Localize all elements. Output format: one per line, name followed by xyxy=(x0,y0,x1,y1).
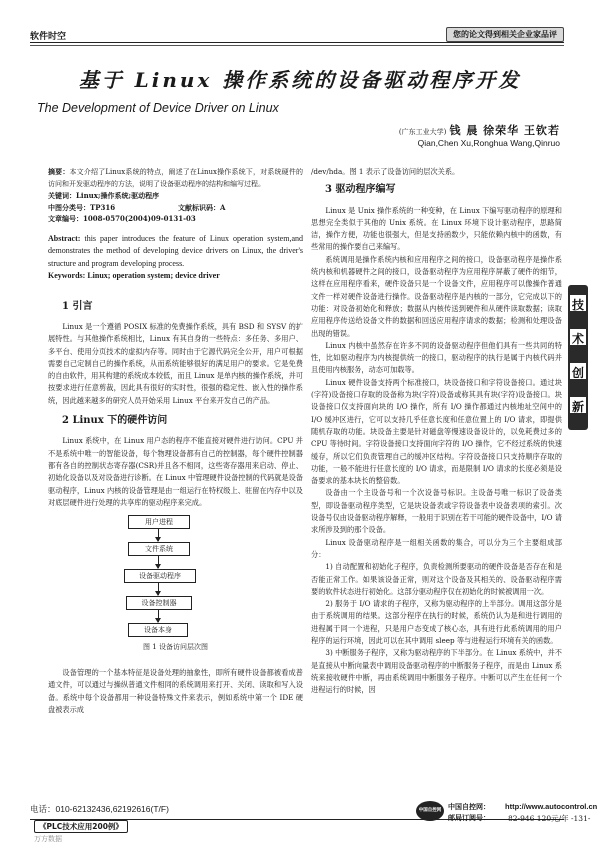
section-3-paragraph-2: 系统调用是操作系统内核和应用程序之间的接口，设备驱动程序是操作系统内核和机器硬件之间的接口，设备驱动程序为应用程序屏蔽了硬件的细节，这样在应用程序看来，硬件设备只是一个设备文件，应用程序可以像操作普通文件一样对硬件设备进行操作。设备驱动程序是内核的一部分，它完成以下的功能：对设备初始化和释放；数据从内核传送到硬件和从硬件读取数据；读取应用程序传送给设备文件的数据和回送应用程序请求的数据；检测和处理设备出现的错误。 xyxy=(311,254,562,338)
left-column xyxy=(48,166,303,716)
fig-box-device-driver: 设备驱动程序 xyxy=(124,569,196,583)
fig-box-device-itself: 设备本身 xyxy=(128,623,188,637)
header-tagline: 您的论文得到相关企业家品评 xyxy=(446,27,564,42)
side-tab-char-4: 新 xyxy=(568,395,588,415)
footer-telephone: 电话：010-62132436,62192616(T/F) xyxy=(30,804,169,814)
section-3-paragraph-1: Linux 是 Unix 操作系统的一种变种，在 Linux 下编写驱动程序的原理和思想完全类似于其他的 Unix 系统。在 Linux 环境下设计驱动程序，思路简洁，操作方便，功能也很强大，但是支持函数少，只能依赖内核中的函数，有些常用的操作要自己来编写。 xyxy=(311,205,562,252)
figure-device-hierarchy xyxy=(48,515,303,665)
footer-ad: 《PLC技术应用200例》 xyxy=(34,820,128,833)
keywords-en-label: Keywords: xyxy=(48,271,86,281)
section-3-paragraph-8: 2) 服务于 I/O 请求的子程序，又称为驱动程序的上半部分。调用这部分是由于系统调用的结果。这部分程序在执行的时候，系统仍认为是和进行调用的进程属于同一个进程，只是用户态变成了核心态，具有进行此系统调用的用户程序的运行环境，因此可以在其中调用 sleep 等与进程运行环境有关的函数。 xyxy=(311,599,562,645)
side-tab-char-2: 术 xyxy=(568,327,588,347)
section-1-paragraph: Linux 是一个遵循 POSIX 标准的免费操作系统，具有 BSD 和 SYSV 的扩展特性。与其他操作系统相比，Linux 有其自身的一些特点：多任务、多用户、多平台、使用分页技术的虚拟内存等。同时由于它源代码完全公开，用户可根据需要自己定制自己的操作系统，从而系统能够很好的满足用户的要求。它是免费的自由软件，用其构建的系统成本较低，而且 Linux 是单内核的操作系统，并可按要求进行任意剪裁，因此具有很好的实时性，很强的稳定性、嵌入性的操作系统，因此越来越多的研究人员开始采用 Linux 平台来开发自己的产品。 xyxy=(48,321,303,405)
section-header: 软件时空 xyxy=(30,32,67,42)
section-2-paragraph-1: Linux 系统中，在 Linux 用户态的程序不能直接对硬件进行访问。CPU 并不是系统中唯一的智能设备，每个物理设备都有自己的控制器，每个硬件控制器都有各自的控制状态寄存器(CSR)并且各不相同，这些寄存器用来启动、停止、初始化设备以及对设备进行诊断。在 Linux 中管理硬件设备控制的代码就是设备驱动程序，Linux 内核的设备管理是由一组运行在特权级上、驻留在内存中以及对底层硬件进行处理的共享库的驱动程序来完成。 xyxy=(48,436,303,507)
watermark: 万方数据 xyxy=(34,835,62,843)
right-continuation: /dev/hda。图 1 表示了设备访问的层次关系。 xyxy=(311,167,460,176)
section-3-heading: 3 驱动程序编写 xyxy=(325,184,396,196)
publisher-logo: 中国自控网 xyxy=(416,801,444,821)
section-2-heading: 2 Linux 下的硬件访问 xyxy=(62,415,168,427)
abstract-en-text: this paper introduces the feature of Linux operation system,and demonstrates the method of developing device drivers on Linux, the driver's structure and program developing process. xyxy=(48,233,304,268)
section-3-paragraph-3: Linux 内核中虽然存在许多不同的设备驱动程序但他们具有一些共同的特性，比如驱动程序为内核提供统一的接口，驱动程序的执行是属于内核代码并且使用内核服务，动态可加载等。 xyxy=(311,340,562,375)
authors-block xyxy=(399,122,560,148)
title-english: The Development of Device Driver on Linux xyxy=(37,101,279,115)
section-3-paragraph-5: 设备由一个主设备号和一个次设备号标识。主设备号唯一标识了设备类型，即设备驱动程序类型，它是块设备表或字符设备表中设备表项的索引。次设备号仅由设备驱动程序解释，一般用于识别在若干可能的硬件设备中，I/O 请求所涉及到的那个设备。 xyxy=(311,488,562,535)
fig-arrow-2 xyxy=(158,556,159,568)
title-chinese: 基于 Linux 操作系统的设备驱动程序开发 xyxy=(78,68,522,92)
figure-caption: 图 1 设备访问层次图 xyxy=(143,643,208,652)
abstract-en xyxy=(48,233,303,283)
header-rule-thin xyxy=(30,45,564,46)
section-1-heading: 1 引言 xyxy=(62,300,93,312)
publisher-url: http://www.autocontrol.cn xyxy=(505,802,598,811)
side-tab-char-3: 创 xyxy=(568,361,588,381)
fig-arrow-4 xyxy=(158,610,159,622)
page-number: 82-946 120元/年 -131- xyxy=(508,814,591,823)
section-3-paragraph-6: Linux 设备驱动程序是一组相关函数的集合，可以分为三个主要组成部分： xyxy=(311,537,562,559)
fig-box-user-process: 用户进程 xyxy=(128,515,190,529)
keywords-cn: 关键词：Linux;操作系统;驱动程序 xyxy=(48,191,160,201)
publisher-name: 中国自控网： xyxy=(448,802,490,811)
side-tab-tech-innovation xyxy=(568,285,588,430)
section-3-paragraph-7: 1) 自动配置和初始化子程序，负责检测所要驱动的硬件设备是否存在和是否能正常工作。如果该设备正常，则对这个设备及其相关的、设备驱动程序需要的软件状态进行初始化。这部分驱动程序仅在初始化的时候被调用一次。 xyxy=(311,562,562,596)
section-3-paragraph-9: 3) 中断服务子程序，又称为驱动程序的下半部分。在 Linux 系统中，并不是直接从中断向量表中调用设备驱动程序的中断服务子程序，而是由 Linux 系统来接收硬件中断，再由系统调用中断服务子程序。中断可以产生在任何一个进程运行的时候，因 xyxy=(311,648,562,695)
abstract-en-label: Abstract: xyxy=(48,233,81,243)
article-id: 文章编号：1008-0570(2004)09-0131-03 xyxy=(48,214,196,224)
fig-box-file-system: 文件系统 xyxy=(128,542,190,556)
section-2-paragraph-2: 设备管理的一个基本特征是设备处理的抽象性，即所有硬件设备都被看成普通文件，可以通过与操纵普通文件相同的系统调用来打开、关闭、读取和写入设备。系统中每个设备都用一种设备特殊文件来表示，例如系统中第一个 IDE 硬盘被表示成 xyxy=(48,668,303,715)
fig-box-device-controller: 设备控制器 xyxy=(126,596,192,610)
right-column xyxy=(311,166,562,696)
abstract-cn-label: 摘要： xyxy=(48,167,70,176)
abstract-cn-text: 本文介绍了Linux系统的特点，阐述了在Linux操作系统下，对系统硬件的访问和开发驱动程序的方法，说明了设备驱动程序的结构和编写过程。 xyxy=(48,168,304,188)
fig-arrow-3 xyxy=(158,583,159,595)
fig-arrow-1 xyxy=(158,529,159,541)
section-3-paragraph-4: Linux 硬件设备支持两个标准接口，块设备接口和字符设备接口。通过块(字符)设备接口存取的设备称为块(字符)设备或称其具有块(字符)设备接口。块设备接口仅支持面向块的 I/O 操作，所有 I/O 操作都通过内核地址空间中的 I/O 缓冲区进行，它可以支持几乎任意长度和任意位置上的 I/O 请求，即提供随机存取的功能。块设备主要是针对磁盘等慢速设备设计的，以免耗费过多的 CPU 等待时间。字符设备接口支持面向字符的 I/O 操作，它不经过系统的快速缓存，所以它们负责管理自己的缓冲区结构。字符设备接口只支持顺序存取的功能，一般不能进行任意长度的 I/O 请求，而是限制 I/O 请求的长度必须是设备要求的基本块长的整倍数。 xyxy=(311,377,562,486)
publisher-subscription-label: 邮局订阅号： xyxy=(448,813,490,822)
classification-row: 中图分类号：TP316 文献标识码：A xyxy=(48,202,226,212)
author-affiliation: (广东工业大学) xyxy=(398,128,447,136)
header-rule xyxy=(30,42,564,43)
keywords-en-text: Linux; operation system; device driver xyxy=(87,271,220,281)
abstract-cn xyxy=(48,166,303,190)
side-tab-char-1: 技 xyxy=(568,293,588,313)
author-names-cn: 钱 晨 徐荣华 王钦若 xyxy=(449,124,560,137)
author-names-en: Qian,Chen Xu,Ronghua Wang,Qinruo xyxy=(417,138,560,148)
